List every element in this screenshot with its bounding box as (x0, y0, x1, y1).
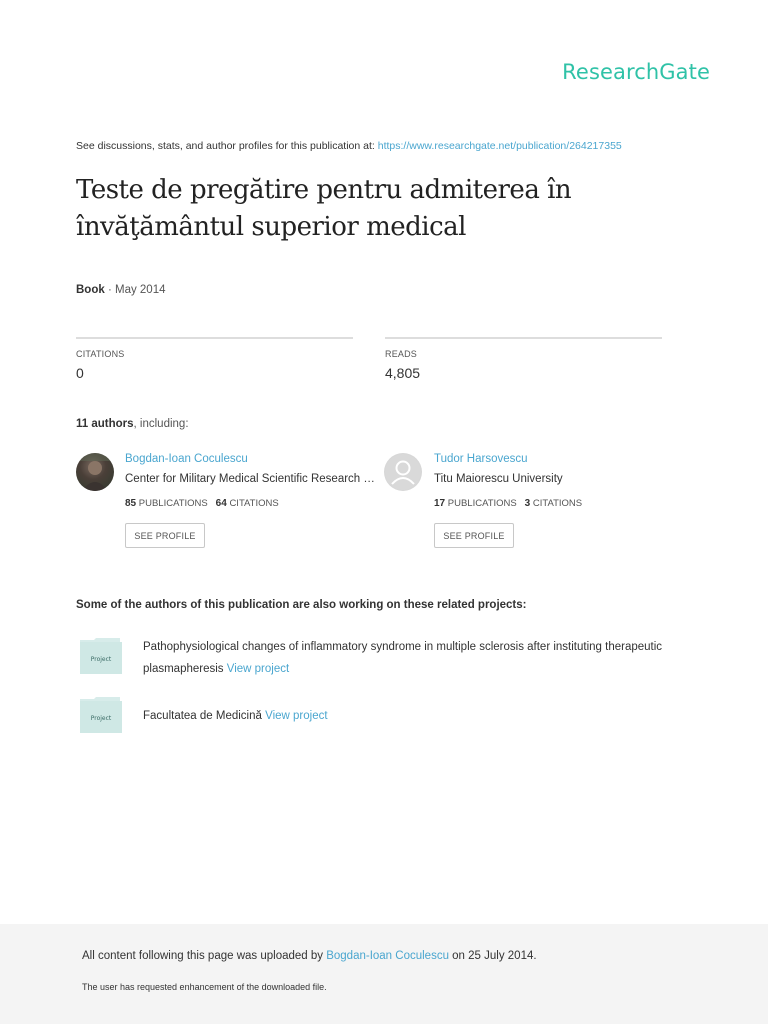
author-stats (125, 498, 279, 509)
author-publications-count: 85 (125, 498, 137, 509)
publication-title: Teste de pregătire pentru admiterea în învăţământul superior medical (76, 175, 572, 242)
authors-suffix: , including: (133, 418, 189, 430)
citations-label: CITATIONS (532, 498, 583, 509)
author-citations-count: 64 (215, 498, 227, 509)
meta-separator: · (104, 284, 115, 296)
view-project-link[interactable]: View project (226, 663, 290, 675)
author-institution: Titu Maiorescu University (434, 473, 563, 485)
project-item (143, 705, 703, 727)
publication-type: Book (76, 284, 105, 296)
citations-label: CITATIONS (76, 349, 125, 359)
publication-meta (76, 284, 166, 296)
citations-value: 0 (76, 365, 84, 381)
view-project-link[interactable]: View project (265, 710, 328, 722)
citations-divider (76, 337, 353, 339)
related-projects-header: Some of the authors of this publication are also working on these related projects: (76, 599, 527, 611)
author-name-link[interactable]: Bogdan-Ioan Coculescu (125, 453, 248, 465)
author-citations-count: 3 (524, 498, 531, 509)
researchgate-logo[interactable]: ResearchGate (562, 60, 710, 84)
see-profile-button[interactable]: SEE PROFILE (125, 523, 205, 548)
authors-count: 11 authors (76, 418, 134, 430)
generic-user-icon (384, 453, 422, 491)
upload-prefix: All content following this page was uploaded by (82, 950, 327, 962)
author-name-link[interactable]: Tudor Harsovescu (434, 453, 528, 465)
project-item (143, 636, 703, 680)
project-icon-label: Project (90, 656, 112, 663)
project-title: Facultatea de Medicină (143, 710, 262, 722)
publication-date: May 2014 (114, 284, 166, 296)
reads-value: 4,805 (385, 365, 421, 381)
project-icon-label: Project (90, 715, 112, 722)
author-avatar-photo[interactable] (76, 453, 114, 491)
project-title: Pathophysiological changes of inflammatory syndrome in multiple sclerosis after instituting therapeutic plasmapheresis (143, 641, 663, 675)
upload-footer (0, 924, 768, 1024)
avatar-photo-icon (76, 453, 114, 491)
source-prefix: See discussions, stats, and author profiles for this publication at: (76, 140, 378, 152)
publication-url-link[interactable]: https://www.researchgate.net/publication/264217355 (377, 140, 622, 152)
publications-label: PUBLICATIONS (138, 498, 208, 509)
author-stats (434, 498, 582, 509)
citations-label: CITATIONS (229, 498, 279, 509)
upload-suffix: on 25 July 2014. (448, 950, 537, 962)
author-publications-count: 17 (434, 498, 446, 509)
project-folder-icon (80, 638, 122, 674)
source-line (76, 140, 622, 152)
author-avatar-generic[interactable] (384, 453, 422, 491)
author-institution: Center for Military Medical Scientific Research … (125, 473, 375, 485)
reads-divider (385, 337, 662, 339)
publications-label: PUBLICATIONS (447, 498, 517, 509)
enhancement-note: The user has requested enhancement of the downloaded file. (82, 982, 327, 992)
uploader-link[interactable]: Bogdan-Ioan Coculescu (326, 950, 449, 962)
see-profile-button[interactable]: SEE PROFILE (434, 523, 514, 548)
authors-header (76, 418, 189, 430)
upload-notice (82, 950, 537, 962)
reads-label: READS (385, 349, 418, 359)
project-folder-icon (80, 697, 122, 733)
